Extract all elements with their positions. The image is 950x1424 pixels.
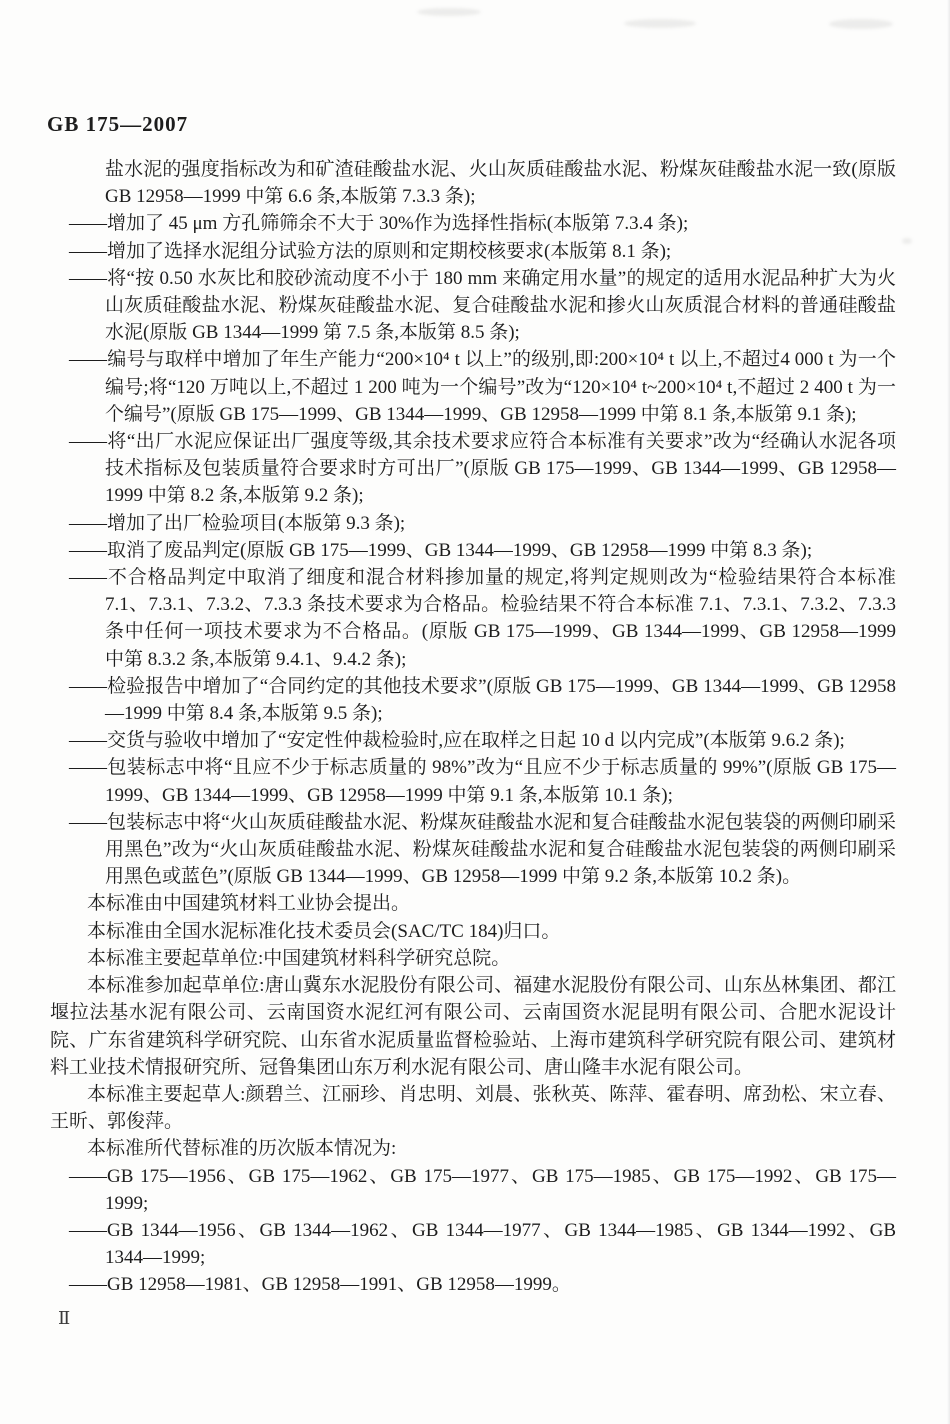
change-list-item: ——增加了出厂检验项目(本版第 9.3 条);	[69, 512, 406, 534]
change-list-item: ——GB 12958—1981、GB 12958—1991、GB 12958—1999。	[69, 1274, 571, 1296]
paragraph: 本标准主要起草单位:中国建筑材料科学研究总院。	[87, 947, 511, 969]
change-list-item: ——GB 1344—1956、GB 1344—1962、GB 1344—1977、GB 1344—1985、GB 1344—1992、GB 1344—1999;	[69, 1219, 896, 1269]
scan-artifact	[417, 8, 481, 16]
change-list-item: ——增加了 45 μm 方孔筛筛余不大于 30%作为选择性指标(本版第 7.3.4 条);	[69, 213, 689, 235]
paragraph: 本标准主要起草人:颜碧兰、江丽珍、肖忠明、刘晨、张秋英、陈萍、霍春明、席劲松、宋立春、王昕、郭俊萍。	[50, 1083, 896, 1133]
standard-number-header: GB 175—2007	[47, 112, 189, 136]
scan-artifact	[829, 19, 893, 29]
change-list-item: ——包装标志中将“火山灰质硅酸盐水泥、粉煤灰硅酸盐水泥和复合硅酸盐水泥包装袋的两侧印刷采用黑色”改为“火山灰质硅酸盐水泥、粉煤灰硅酸盐水泥和复合硅酸盐水泥包装袋的两侧印刷采用黑色或蓝色”(原版 GB 1344—1999、GB 12958—1999 中第 9.2 条,本版第 10.2 条)。	[69, 811, 896, 888]
paragraph: 本标准由中国建筑材料工业协会提出。	[87, 893, 411, 915]
change-list-item: ——包装标志中将“且应不少于标志质量的 98%”改为“且应不少于标志质量的 99%”(原版 GB 175—1999、GB 1344—1999、GB 12958—1999 中第 9.1 条,本版第 10.1 条);	[69, 757, 896, 806]
change-list-item: ——交货与验收中增加了“安定性仲裁检验时,应在取样之日起 10 d 以内完成”(本版第 9.6.2 条);	[69, 730, 845, 752]
change-list-item: ——将“按 0.50 水灰比和胶砂流动度不小于 180 mm 来确定用水量”的规定的适用水泥品种扩大为火山灰质硅酸盐水泥、粉煤灰硅酸盐水泥、复合硅酸盐水泥和掺火山灰质混合材料的普通硅酸盐水泥(原版 GB 1344—1999 第 7.5 条,本版第 8.5 条);	[69, 267, 896, 344]
scan-artifact	[902, 238, 912, 244]
change-list-item: ——取消了废品判定(原版 GB 175—1999、GB 1344—1999、GB 12958—1999 中第 8.3 条);	[69, 539, 813, 561]
paragraph: 本标准由全国水泥标准化技术委员会(SAC/TC 184)归口。	[87, 920, 561, 942]
paragraph: 本标准参加起草单位:唐山冀东水泥股份有限公司、福建水泥股份有限公司、山东丛林集团、都江堰拉法基水泥有限公司、云南国资水泥红河有限公司、云南国资水泥昆明有限公司、合肥水泥设计院、广东省建筑科学研究院、山东省水泥质量监督检验站、上海市建筑科学研究院有限公司、建筑材料工业技术情报研究所、冠鲁集团山东万利水泥有限公司、唐山隆丰水泥有限公司。	[50, 975, 896, 1078]
change-list-item: ——将“出厂水泥应保证出厂强度等级,其余技术要求应符合本标准有关要求”改为“经确认水泥各项技术指标及包装质量符合要求时方可出厂”(原版 GB 175—1999、GB 1344—1999、GB 12958—1999 中第 8.2 条,本版第 9.2 条);	[69, 431, 896, 507]
change-list-item: ——编号与取样中增加了年生产能力“200×10⁴ t 以上”的级别,即:200×10⁴ t 以上,不超过4 000 t 为一个编号;将“120 万吨以上,不超过 1 200 吨为一个编号”改为“120×10⁴ t~200×10⁴ t,不超过 2 400 t 为一个编号”(原版 GB 175—1999、GB 1344—1999、GB 12958—1999 中第 8.1 条,本版第 9.1 条);	[69, 349, 896, 425]
continuation-paragraph: 盐水泥的强度指标改为和矿渣硅酸盐水泥、火山灰质硅酸盐水泥、粉煤灰硅酸盐水泥一致(原版 GB 12958—1999 中第 6.6 条,本版第 7.3.3 条);	[105, 159, 896, 208]
change-list-item: ——不合格品判定中取消了细度和混合材料掺加量的规定,将判定规则改为“检验结果符合本标准 7.1、7.3.1、7.3.2、7.3.3 条技术要求为合格品。检验结果不符合本标准 7.1、7.3.1、7.3.2、7.3.3 条中任何一项技术要求为不合格品。(原版 GB 175—1999、GB 1344—1999、GB 12958—1999 中第 8.3.2 条,本版第 9.4.1、9.4.2 条);	[69, 567, 896, 670]
change-list-item: ——增加了选择水泥组分试验方法的原则和定期校核要求(本版第 8.1 条);	[69, 240, 672, 262]
foreword-text-block	[50, 156, 896, 1299]
change-list-item: ——检验报告中增加了“合同约定的其他技术要求”(原版 GB 175—1999、GB 1344—1999、GB 12958—1999 中第 8.4 条,本版第 9.5 条);	[69, 675, 896, 725]
scan-artifact	[624, 19, 696, 28]
paragraph: 本标准所代替标准的历次版本情况为:	[87, 1138, 397, 1160]
change-list-item: ——GB 175—1956、GB 175—1962、GB 175—1977、GB 175—1985、GB 175—1992、GB 175—1999;	[69, 1165, 896, 1214]
page-number: Ⅱ	[58, 1308, 71, 1328]
